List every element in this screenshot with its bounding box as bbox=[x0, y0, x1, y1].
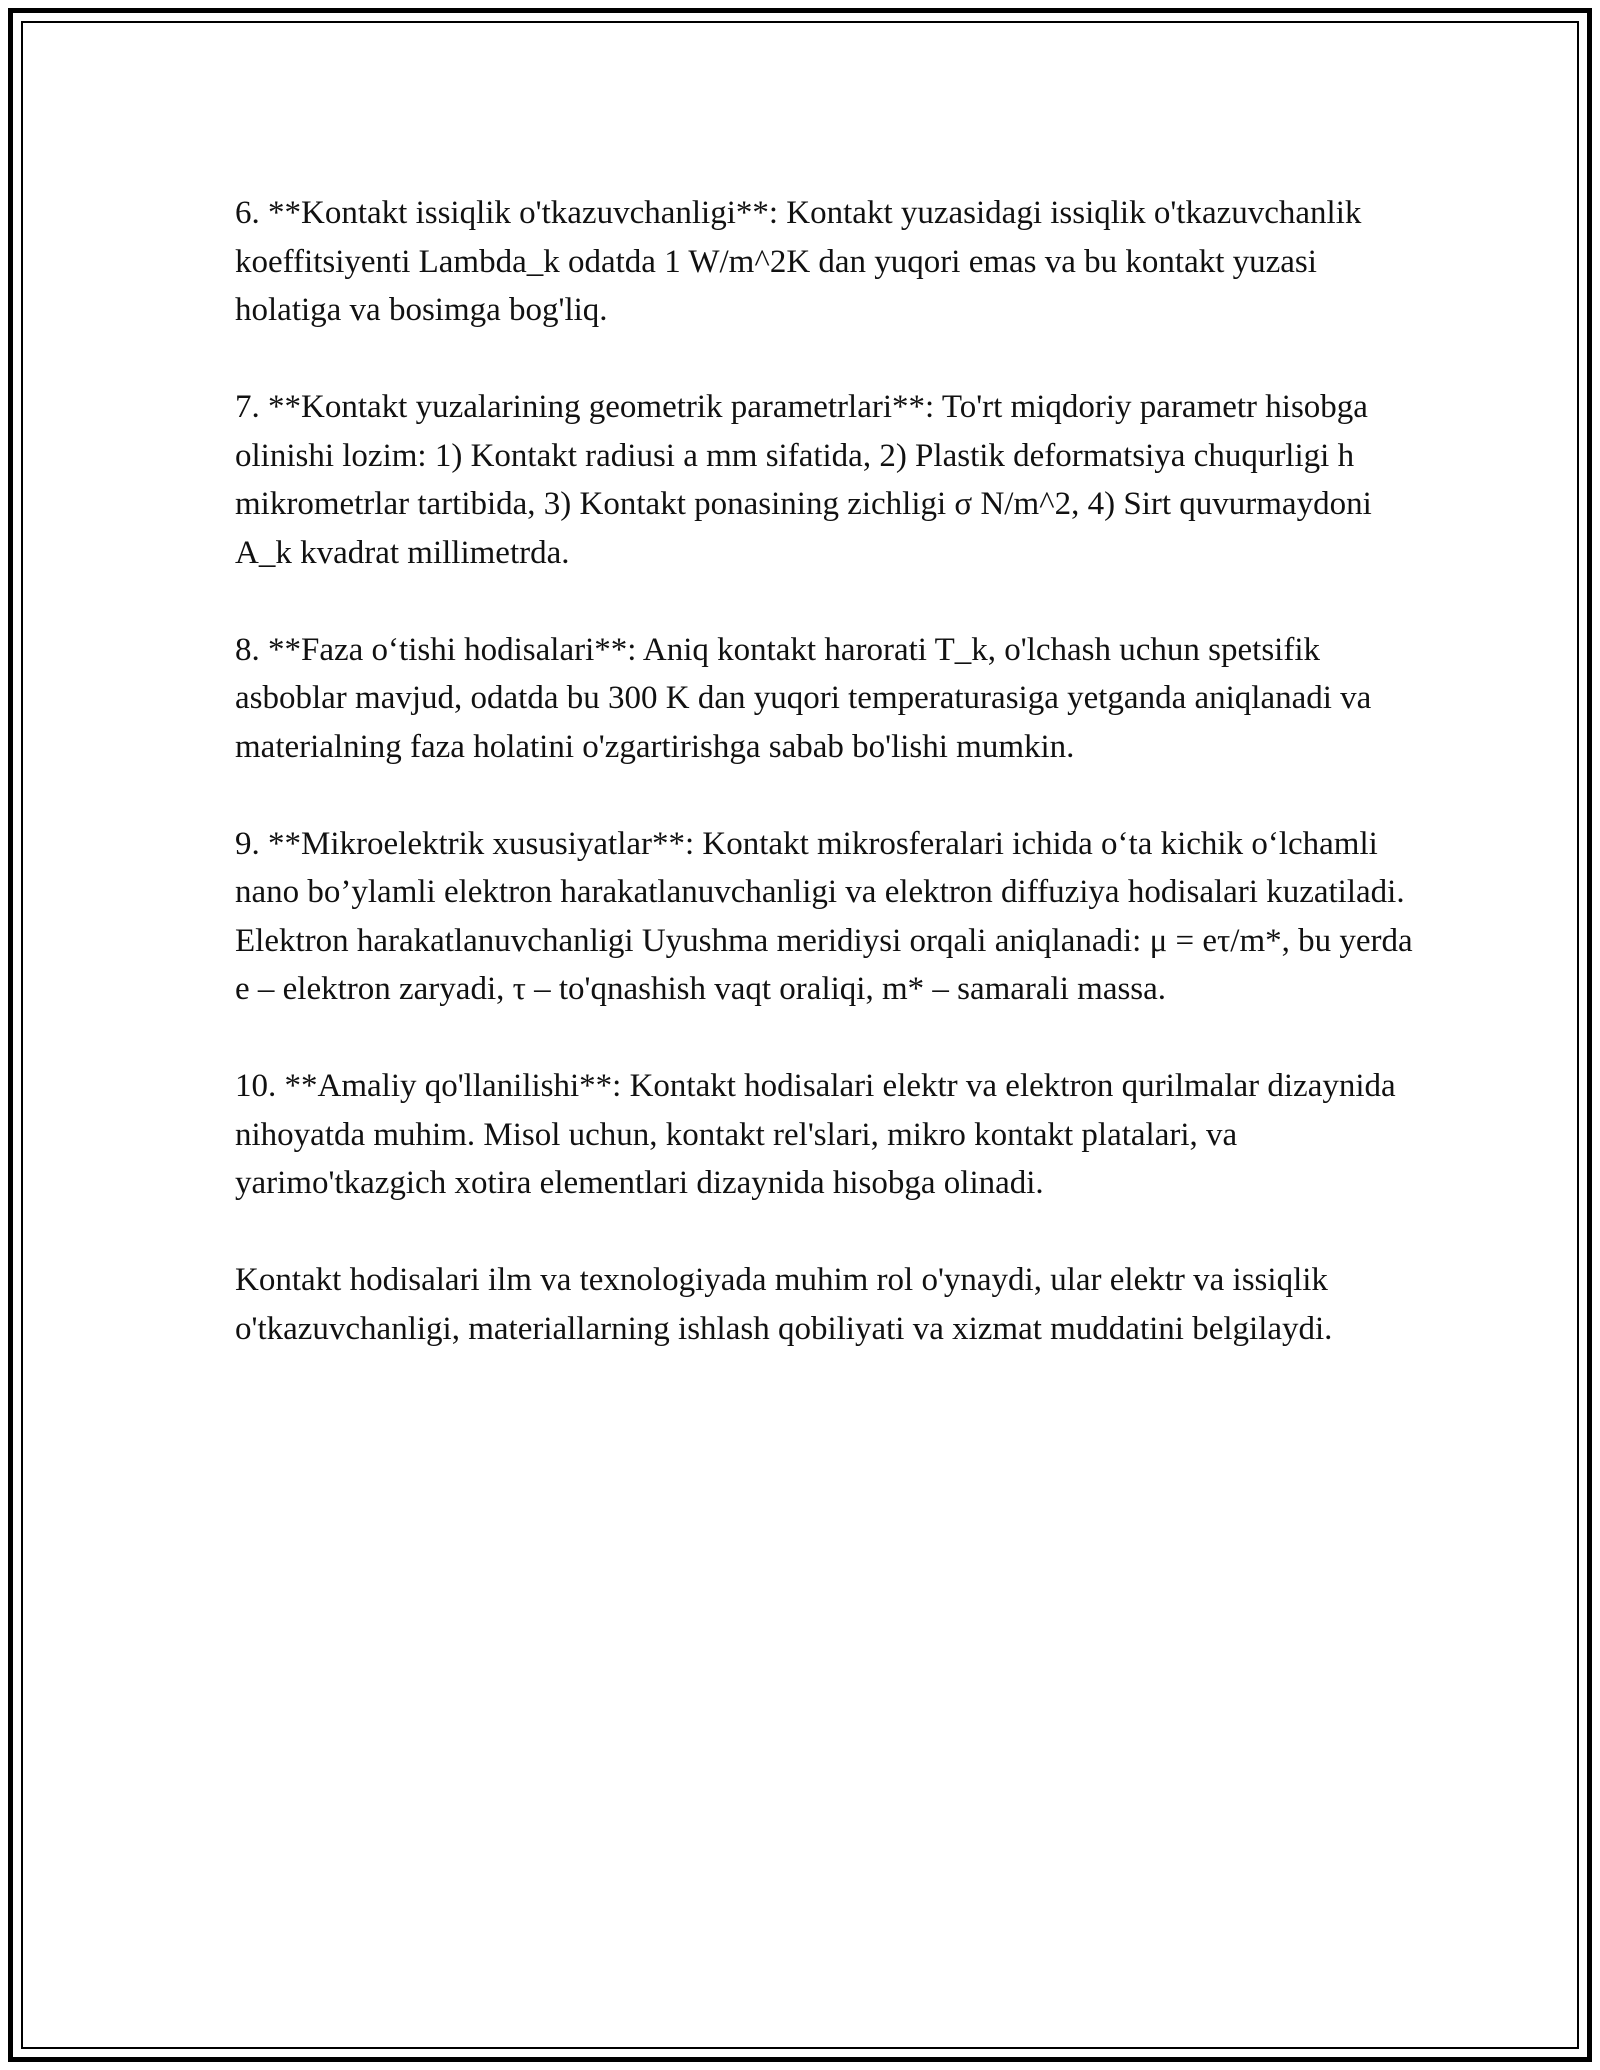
paragraph-conclusion: Kontakt hodisalari ilm va texnologiyada muhim rol o'ynaydi, ular elektr va issiqlik o'tkazuvchanligi, materiallarning ishlash qobiliyati va xizmat muddatini belgilaydi. bbox=[235, 1262, 1333, 1347]
paragraph-contact-geometric-parameters: 7. **Kontakt yuzalarining geometrik parametrlari**: To'rt miqdoriy parametr hisobga olinishi lozim: 1) Kontakt radiusi a mm sifatida, 2) Plastik deformatsiya chuqurligi h mikrometrlar tartibida, 3) Kontakt ponasining zichligi σ N/m^2, 4) Sirt quvurmaydoni A_k kvadrat millimetrda. bbox=[235, 389, 1372, 571]
paragraph-microelectric-properties: 9. **Mikroelektrik xususiyatlar**: Kontakt mikrosferalari ichida o‘ta kichik o‘lchamli nano bo’ylamli elektron harakatlanuvchanligi va elektron diffuziya hodisalari kuzatiladi. Elektron harakatlanuvchanligi Uyushma meridiysi orqali aniqlanadi: μ = eτ/m*, bu yerda e – elektron zaryadi, τ – to'qnashish vaqt oraliqi, m* – samarali massa. bbox=[235, 825, 1413, 1007]
paragraph-contact-thermal-conductivity: 6. **Kontakt issiqlik o'tkazuvchanligi**: Kontakt yuzasidagi issiqlik o'tkazuvchanlik koeffitsiyenti Lambda_k odatda 1 W/m^2K dan yuqori emas va bu kontakt yuzasi holatiga va bosimga bog'liq. bbox=[235, 195, 1362, 328]
document-body bbox=[235, 189, 1415, 1402]
paragraph-practical-applications: 10. **Amaliy qo'llanilishi**: Kontakt hodisalari elektr va elektron qurilmalar dizaynida nihoyatda muhim. Misol uchun, kontakt rel'slari, mikro kontakt platalari, va yarimo'tkazgich xotira elementlari dizaynida hisobga olinadi. bbox=[235, 1068, 1396, 1201]
paragraph-phase-transition: 8. **Faza o‘tishi hodisalari**: Aniq kontakt harorati T_k, o'lchash uchun spetsifik asboblar mavjud, odatda bu 300 K dan yuqori temperaturasiga yetganda aniqlanadi va materialning faza holatini o'zgartirishga sabab bo'lishi mumkin. bbox=[235, 631, 1372, 765]
